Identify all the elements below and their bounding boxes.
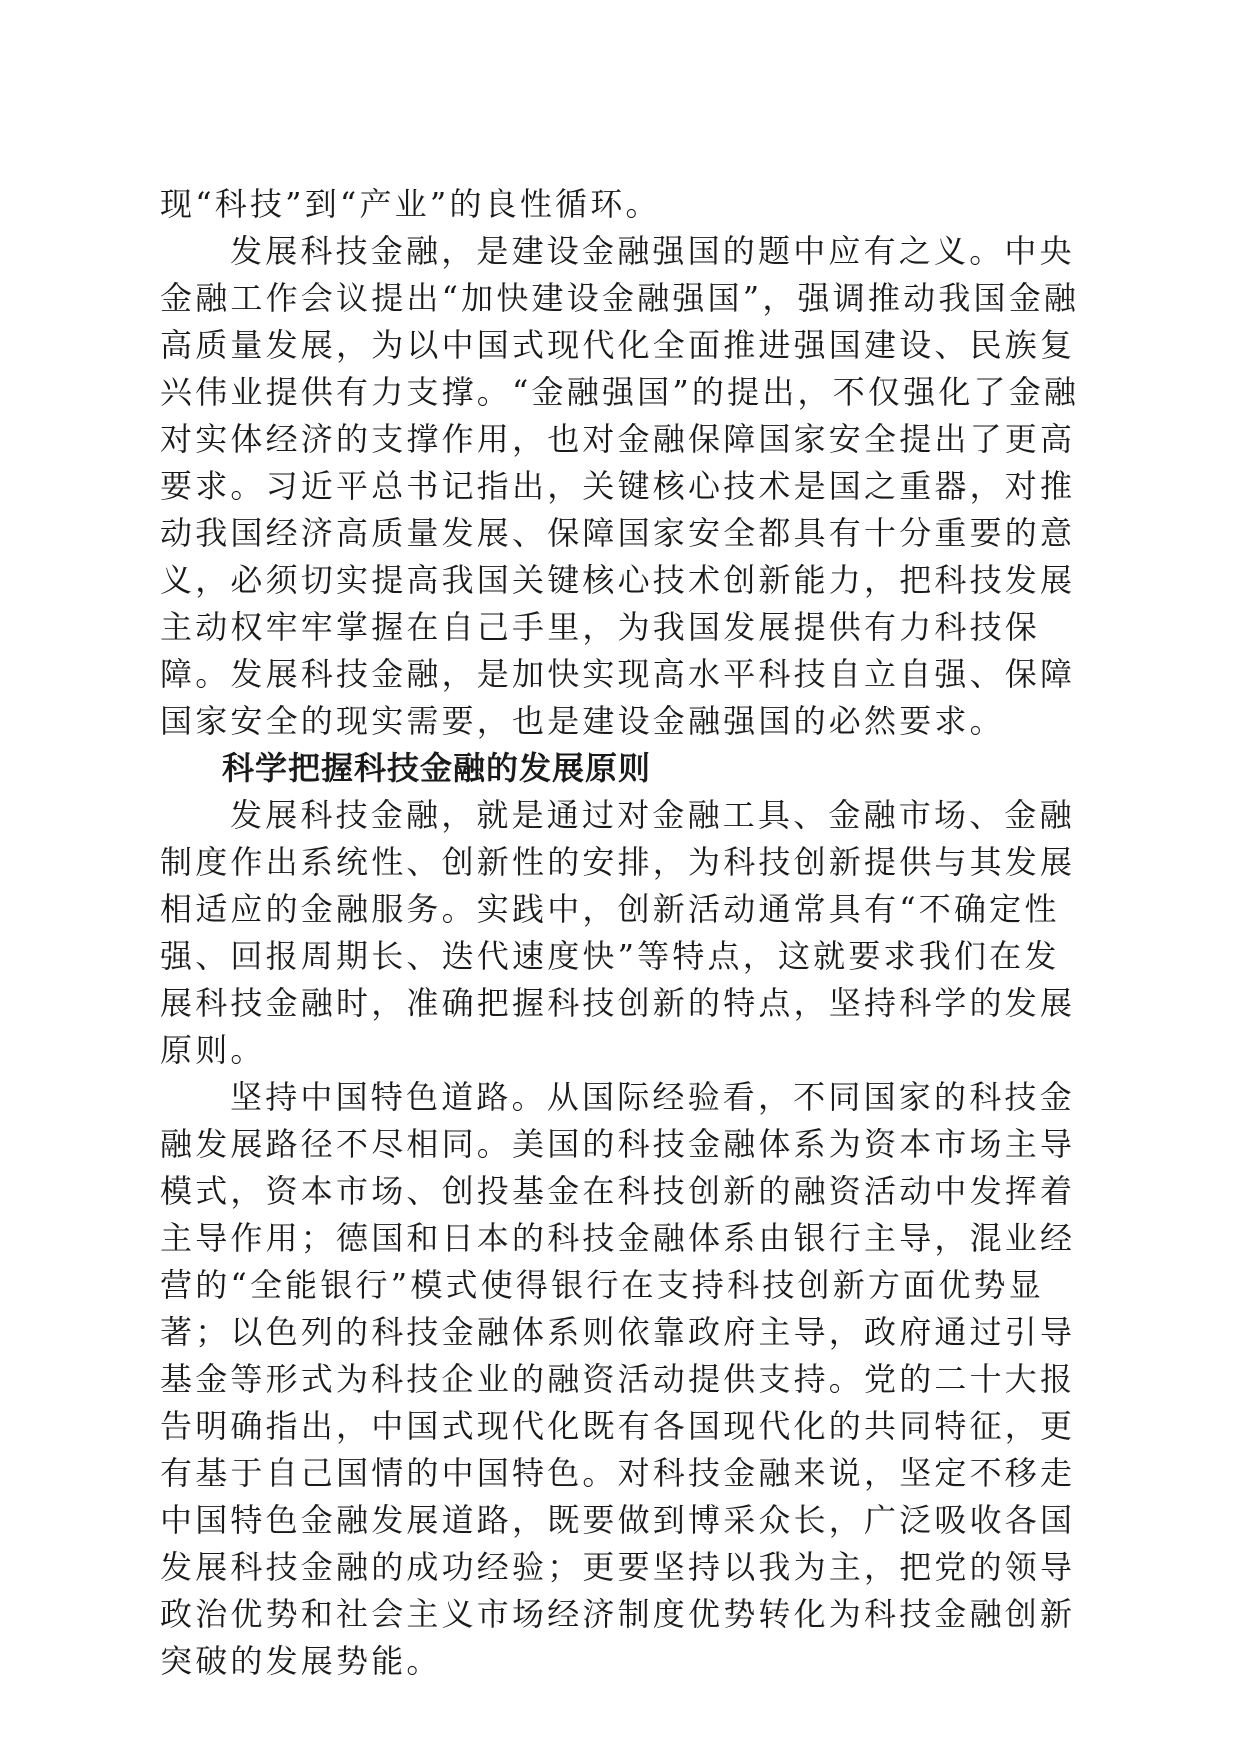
paragraph-continuation: 现“科技”到“产业”的良性循环。 [160, 185, 661, 223]
document-body [160, 181, 1080, 1685]
paragraph-financial-power: 发展科技金融，是建设金融强国的题中应有之义。中央金融工作会议提出“加快建设金融强国”，强调推动我国金融高质量发展，为以中国式现代化全面推进强国建设、民族复兴伟业提供有力支撑。“金融强国”的提出，不仅强化了金融对实体经济的支撑作用，也对金融保障国家安全提出了更高要求。习近平总书记指出，关键核心技术是国之重器，对推动我国经济高质量发展、保障国家安全都具有十分重要的意义，必须切实提高我国关键核心技术创新能力，把科技发展主动权牢牢掌握在自己手里，为我国发展提供有力科技保障。发展科技金融，是加快实现高水平科技自立自强、保障国家安全的现实需要，也是建设金融强国的必然要求。 [160, 232, 1080, 740]
paragraph-principles-intro: 发展科技金融，就是通过对金融工具、金融市场、金融制度作出系统性、创新性的安排，为科技创新提供与其发展相适应的金融服务。实践中，创新活动通常具有“不确定性强、回报周期长、迭代速度快”等特点，这就要求我们在发展科技金融时，准确把握科技创新的特点，坚持科学的发展原则。 [160, 796, 1076, 1069]
paragraph-chinese-path: 坚持中国特色道路。从国际经验看，不同国家的科技金融发展路径不尽相同。美国的科技金融体系为资本市场主导模式，资本市场、创投基金在科技创新的融资活动中发挥着主导作用；德国和日本的科技金融体系由银行主导，混业经营的“全能银行”模式使得银行在支持科技创新方面优势显著；以色列的科技金融体系则依靠政府主导，政府通过引导基金等形式为科技企业的融资活动提供支持。党的二十大报告明确指出，中国式现代化既有各国现代化的共同特征，更有基于自己国情的中国特色。对科技金融来说，坚定不移走中国特色金融发展道路，既要做到博采众长，广泛吸收各国发展科技金融的成功经验；更要坚持以我为主，把党的领导政治优势和社会主义市场经济制度优势转化为科技金融创新突破的发展势能。 [160, 1078, 1076, 1680]
section-heading: 科学把握科技金融的发展原则 [222, 749, 652, 787]
